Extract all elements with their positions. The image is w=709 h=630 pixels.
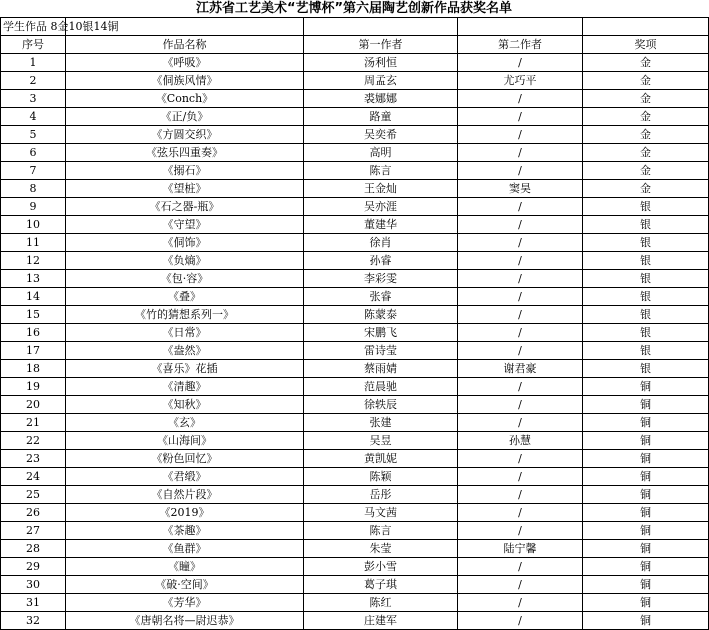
table-row <box>1 576 709 594</box>
cell-award: 铜 <box>583 504 709 522</box>
cell-work-name: 《石之器-瓶》 <box>66 198 304 216</box>
cell-work-name: 《鱼群》 <box>66 540 304 558</box>
cell-second-author: 谢君豪 <box>458 360 583 378</box>
cell-second-author: / <box>458 594 583 612</box>
cell-second-author: 尤巧平 <box>458 72 583 90</box>
header-row <box>1 36 709 54</box>
cell-index: 13 <box>1 270 66 288</box>
cell-work-name: 《唐朝名将—尉迟恭》 <box>66 612 304 630</box>
cell-work-name: 《方圆交织》 <box>66 126 304 144</box>
cell-award: 铜 <box>583 486 709 504</box>
table-row <box>1 198 709 216</box>
cell-first-author: 朱莹 <box>304 540 458 558</box>
cell-index: 1 <box>1 54 66 72</box>
cell-first-author: 陈红 <box>304 594 458 612</box>
cell-first-author: 张建 <box>304 414 458 432</box>
cell-second-author: / <box>458 486 583 504</box>
summary-cell: 学生作品 8金10银14铜 <box>1 18 66 36</box>
cell-work-name: 《弦乐四重奏》 <box>66 144 304 162</box>
cell-index: 17 <box>1 342 66 360</box>
cell-second-author: / <box>458 90 583 108</box>
cell-first-author: 吴奕希 <box>304 126 458 144</box>
cell-second-author: / <box>458 162 583 180</box>
cell-index: 26 <box>1 504 66 522</box>
summary-empty-cell <box>458 18 583 36</box>
cell-second-author: / <box>458 324 583 342</box>
cell-award: 铜 <box>583 594 709 612</box>
cell-first-author: 吴亦涯 <box>304 198 458 216</box>
cell-award: 铜 <box>583 558 709 576</box>
cell-award: 银 <box>583 252 709 270</box>
cell-first-author: 王金灿 <box>304 180 458 198</box>
cell-second-author: / <box>458 450 583 468</box>
cell-work-name: 《负熵》 <box>66 252 304 270</box>
table-row <box>1 180 709 198</box>
table-row <box>1 396 709 414</box>
cell-second-author: / <box>458 378 583 396</box>
cell-award: 金 <box>583 90 709 108</box>
cell-award: 铜 <box>583 522 709 540</box>
cell-index: 22 <box>1 432 66 450</box>
cell-index: 32 <box>1 612 66 630</box>
header-index: 序号 <box>1 36 66 54</box>
cell-index: 5 <box>1 126 66 144</box>
cell-first-author: 范晨驰 <box>304 378 458 396</box>
cell-work-name: 《呼吸》 <box>66 54 304 72</box>
cell-work-name: 《守望》 <box>66 216 304 234</box>
table-row <box>1 90 709 108</box>
table-row <box>1 432 709 450</box>
cell-index: 6 <box>1 144 66 162</box>
table-row <box>1 252 709 270</box>
awards-table <box>0 17 709 630</box>
table-row <box>1 378 709 396</box>
cell-index: 7 <box>1 162 66 180</box>
table-row <box>1 450 709 468</box>
cell-award: 银 <box>583 306 709 324</box>
table-row <box>1 162 709 180</box>
cell-first-author: 高明 <box>304 144 458 162</box>
cell-first-author: 徐肖 <box>304 234 458 252</box>
cell-work-name: 《日常》 <box>66 324 304 342</box>
cell-index: 25 <box>1 486 66 504</box>
cell-second-author: / <box>458 288 583 306</box>
cell-second-author: 陆宁馨 <box>458 540 583 558</box>
cell-first-author: 路童 <box>304 108 458 126</box>
cell-award: 铜 <box>583 432 709 450</box>
cell-second-author: / <box>458 108 583 126</box>
cell-index: 8 <box>1 180 66 198</box>
cell-first-author: 彭小雪 <box>304 558 458 576</box>
cell-first-author: 岳彤 <box>304 486 458 504</box>
cell-award: 金 <box>583 126 709 144</box>
table-row <box>1 486 709 504</box>
cell-award: 银 <box>583 234 709 252</box>
cell-first-author: 葛子琪 <box>304 576 458 594</box>
cell-award: 银 <box>583 342 709 360</box>
cell-award: 铜 <box>583 612 709 630</box>
table-row <box>1 270 709 288</box>
cell-first-author: 陈颖 <box>304 468 458 486</box>
cell-index: 20 <box>1 396 66 414</box>
cell-index: 9 <box>1 198 66 216</box>
cell-index: 11 <box>1 234 66 252</box>
cell-second-author: / <box>458 522 583 540</box>
table-row <box>1 216 709 234</box>
table-row <box>1 342 709 360</box>
cell-second-author: / <box>458 468 583 486</box>
cell-first-author: 徐轶辰 <box>304 396 458 414</box>
cell-first-author: 陈言 <box>304 162 458 180</box>
cell-work-name: 《侗饰》 <box>66 234 304 252</box>
cell-index: 3 <box>1 90 66 108</box>
summary-row <box>1 18 709 36</box>
cell-index: 12 <box>1 252 66 270</box>
table-row <box>1 360 709 378</box>
cell-second-author: / <box>458 234 583 252</box>
table-row <box>1 54 709 72</box>
cell-second-author: / <box>458 342 583 360</box>
cell-work-name: 《君缎》 <box>66 468 304 486</box>
cell-index: 31 <box>1 594 66 612</box>
cell-first-author: 庄建军 <box>304 612 458 630</box>
cell-index: 4 <box>1 108 66 126</box>
cell-first-author: 宋鹏飞 <box>304 324 458 342</box>
cell-award: 银 <box>583 324 709 342</box>
cell-award: 银 <box>583 216 709 234</box>
cell-work-name: 《清趣》 <box>66 378 304 396</box>
header-award: 奖项 <box>583 36 709 54</box>
cell-index: 23 <box>1 450 66 468</box>
cell-first-author: 李彩雯 <box>304 270 458 288</box>
cell-first-author: 陈蒙泰 <box>304 306 458 324</box>
cell-award: 金 <box>583 144 709 162</box>
cell-award: 铜 <box>583 378 709 396</box>
cell-index: 29 <box>1 558 66 576</box>
cell-index: 2 <box>1 72 66 90</box>
table-row <box>1 540 709 558</box>
table-row <box>1 234 709 252</box>
cell-first-author: 陈言 <box>304 522 458 540</box>
cell-work-name: 《破·空间》 <box>66 576 304 594</box>
summary-empty-cell <box>583 18 709 36</box>
cell-work-name: 《山海间》 <box>66 432 304 450</box>
cell-work-name: 《望桩》 <box>66 180 304 198</box>
cell-work-name: 《瞳》 <box>66 558 304 576</box>
cell-award: 金 <box>583 72 709 90</box>
cell-work-name: 《竹的猜想系列一》 <box>66 306 304 324</box>
table-row <box>1 72 709 90</box>
cell-index: 19 <box>1 378 66 396</box>
cell-award: 铜 <box>583 414 709 432</box>
cell-first-author: 蔡雨婧 <box>304 360 458 378</box>
cell-work-name: 《包·容》 <box>66 270 304 288</box>
cell-second-author: / <box>458 252 583 270</box>
cell-award: 铜 <box>583 576 709 594</box>
header-first-author: 第一作者 <box>304 36 458 54</box>
cell-second-author: / <box>458 126 583 144</box>
cell-index: 24 <box>1 468 66 486</box>
cell-award: 金 <box>583 108 709 126</box>
cell-work-name: 《正/负》 <box>66 108 304 126</box>
table-row <box>1 612 709 630</box>
cell-index: 15 <box>1 306 66 324</box>
cell-second-author: / <box>458 306 583 324</box>
cell-work-name: 《芳华》 <box>66 594 304 612</box>
cell-index: 16 <box>1 324 66 342</box>
cell-work-name: 《自然片段》 <box>66 486 304 504</box>
cell-work-name: 《Conch》 <box>66 90 304 108</box>
cell-index: 27 <box>1 522 66 540</box>
cell-work-name: 《叠》 <box>66 288 304 306</box>
cell-award: 银 <box>583 198 709 216</box>
cell-award: 金 <box>583 162 709 180</box>
cell-index: 10 <box>1 216 66 234</box>
cell-award: 银 <box>583 270 709 288</box>
cell-second-author: / <box>458 198 583 216</box>
cell-second-author: 窦昊 <box>458 180 583 198</box>
cell-index: 18 <box>1 360 66 378</box>
cell-index: 28 <box>1 540 66 558</box>
cell-index: 14 <box>1 288 66 306</box>
cell-first-author: 吴昱 <box>304 432 458 450</box>
cell-first-author: 裘娜娜 <box>304 90 458 108</box>
cell-second-author: / <box>458 576 583 594</box>
cell-award: 银 <box>583 360 709 378</box>
header-second-author: 第二作者 <box>458 36 583 54</box>
cell-work-name: 《盎然》 <box>66 342 304 360</box>
cell-first-author: 董建华 <box>304 216 458 234</box>
table-row <box>1 288 709 306</box>
document-title: 江苏省工艺美术“艺博杯”第六届陶艺创新作品获奖名单 <box>195 1 513 16</box>
cell-second-author: / <box>458 144 583 162</box>
cell-second-author: / <box>458 414 583 432</box>
cell-second-author: / <box>458 396 583 414</box>
cell-award: 铜 <box>583 396 709 414</box>
cell-second-author: / <box>458 612 583 630</box>
header-work-name: 作品名称 <box>66 36 304 54</box>
cell-first-author: 黄凯妮 <box>304 450 458 468</box>
table-row <box>1 108 709 126</box>
cell-work-name: 《侗族风情》 <box>66 72 304 90</box>
summary-empty-cell <box>304 18 458 36</box>
table-row <box>1 468 709 486</box>
cell-second-author: / <box>458 558 583 576</box>
cell-work-name: 《粉色回忆》 <box>66 450 304 468</box>
table-row <box>1 144 709 162</box>
cell-award: 铜 <box>583 540 709 558</box>
table-row <box>1 558 709 576</box>
cell-second-author: / <box>458 216 583 234</box>
cell-first-author: 马文茜 <box>304 504 458 522</box>
cell-work-name: 《知秋》 <box>66 396 304 414</box>
table-row <box>1 504 709 522</box>
table-row <box>1 594 709 612</box>
cell-second-author: / <box>458 54 583 72</box>
cell-second-author: / <box>458 270 583 288</box>
table-row <box>1 126 709 144</box>
cell-second-author: 孙慧 <box>458 432 583 450</box>
cell-first-author: 周孟玄 <box>304 72 458 90</box>
cell-work-name: 《喜乐》花插 <box>66 360 304 378</box>
cell-index: 21 <box>1 414 66 432</box>
cell-award: 银 <box>583 288 709 306</box>
cell-work-name: 《搦石》 <box>66 162 304 180</box>
cell-award: 铜 <box>583 450 709 468</box>
table-row <box>1 306 709 324</box>
cell-award: 金 <box>583 180 709 198</box>
cell-first-author: 汤利恒 <box>304 54 458 72</box>
table-row <box>1 324 709 342</box>
cell-award: 铜 <box>583 468 709 486</box>
cell-second-author: / <box>458 504 583 522</box>
cell-index: 30 <box>1 576 66 594</box>
cell-first-author: 张睿 <box>304 288 458 306</box>
cell-work-name: 《茶趣》 <box>66 522 304 540</box>
table-row <box>1 414 709 432</box>
cell-work-name: 《2019》 <box>66 504 304 522</box>
cell-first-author: 孙睿 <box>304 252 458 270</box>
table-row <box>1 522 709 540</box>
cell-work-name: 《玄》 <box>66 414 304 432</box>
cell-first-author: 雷诗莹 <box>304 342 458 360</box>
cell-award: 金 <box>583 54 709 72</box>
